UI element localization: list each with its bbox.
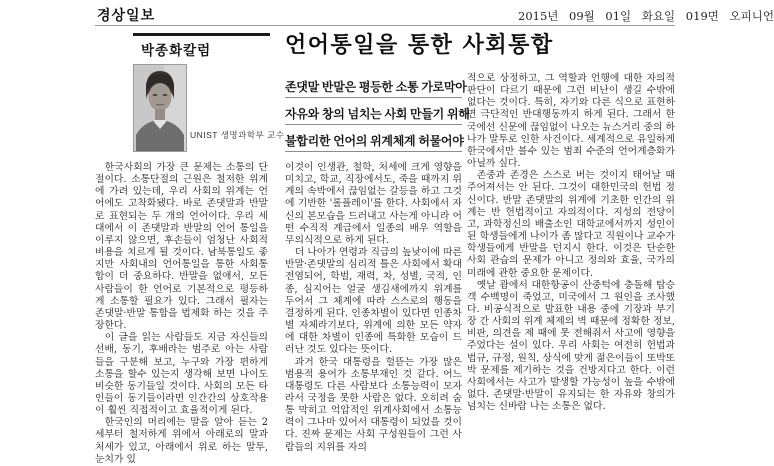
pull-quote: 존댓말 반말은 평등한 소통 가로막아	[285, 71, 462, 98]
article-paragraph: 더 나아가 연령과 직급의 높낮이에 따른 반말·존댓말의 심리적 틀은 사회에서 확대 전염되어, 학벌, 재력, 차, 성별, 국적, 인종, 심지어는 얼굴 생김새에까지 위계를 두어서 그 체계에 따라 스스로의 행동을 결정하게 된다. 인종차별이 있다면 인종차별 자체라기보다, 위계에 의한 모든 약자에 대한 차별이 인종에 특화한 모습이 드러난 것도 있다는 뜻이다.	[285, 247, 462, 356]
edition-dateline: 2015년 09월 01일 화요일 019면 오피니언	[518, 9, 774, 23]
pull-quote: 자유와 창의 넘치는 사회 만들기 위해	[285, 98, 462, 125]
header-divider	[95, 25, 675, 26]
article-paragraph: 존중과 존경은 스스로 버는 것이지 태어날 때 주어져서는 안 된다. 그것이 대한민국의 헌법 정신이다. 반말 존댓말의 위계에 기초한 인간의 위계는 반 헌법적이고 자의적이다. 지성의 전당이고, 과학정신의 배출소인 대학교에서까지 성인이 된 학생들에게 나이가 좀 많다고 직원이나 교수가 학생들에게 반말을 던지시 한다. 이것은 단순한 사회 관습의 문제가 아니고 정의와 효율, 국가의 미래에 관한 중요한 문제이다.	[467, 170, 675, 279]
columnist-photo	[133, 64, 187, 152]
column-series-title: 박종화칼럼	[141, 43, 212, 58]
article-paragraph: 이것이 인생관, 철학, 처세에 크게 영향을 미치고, 학교, 직장에서도, 죽을 때까지 위계의 속박에서 끊임없는 갈등을 하고 그것에 기반한 '롤플레이'를 한다. 사회에서 자신의 본모습을 드러내고 사는게 아니라 어떤 수직적 계급에서 일종의 배우 역할을 무의식적으로 하게 된다.	[285, 162, 462, 246]
column-header-bar	[133, 33, 270, 36]
article-headline: 언어통일을 통한 사회통합	[285, 32, 554, 58]
article-column-1	[95, 162, 268, 465]
article-paragraph: 옛날 괌에서 대한항공이 산중턱에 충돌해 탑승객 수백명이 죽었고, 미국에서 그 원인을 조사했다. 비공식적으로 발표한 내용 중에 기장과 부기장 간 사회의 위계 체제의 벽 때문에 정확한 정보, 비판, 의견을 제 때에 못 전해줘서 사고에 영향을 주었다는 설이 있다. 우리 사회는 여전히 헌법과 법규, 규정, 원칙, 상식에 맞게 젊은이들이 또박또박 문제를 제기하는 것을 건방지다고 한다. 이런 사회에서는 사고가 발생할 가능성이 높을 수밖에 없다. 존댓말·반말이 유지되는 한 자유와 창의가 넘치는 신바람 나는 소통은 없다.	[467, 279, 675, 413]
portrait-photo-icon	[134, 65, 186, 151]
article-column-3	[467, 73, 675, 420]
article-paragraph: 한국인의 머리에는 말을 알아 듣는 2세부터 철저하게 위에서 아래로의 말과 처세가 있고, 아래에서 위로 하는 말투, 눈치가 있	[95, 417, 268, 465]
newspaper-name: 경상일보	[97, 7, 156, 23]
article-paragraph: 이 글을 읽는 사람들도 지금 자신들의 선배, 동기, 후배라는 범주로 아는 사람들을 구분해 보고, 누구와 가장 편하게 소통을 할수 있는지 생각해 보면 나이도 비슷한 동기들일 것이다. 사회의 모든 타인들이 동기들이라면 인간간의 상호작용이 훨씬 직접적이고 효율적이게 된다.	[95, 332, 268, 417]
pull-quote: 불합리한 언어의 위계체계 허물어야	[285, 125, 462, 152]
pull-quotes	[285, 71, 470, 152]
photo-caption: UNIST 생명과학부 교수	[190, 130, 285, 140]
article-column-2	[285, 162, 462, 453]
article-paragraph: 과거 한국 대통령을 헐뜯는 가장 많은 범용적 용어가 소통부재인 것 같다. 어느 대통령도 다른 사람보다 소통능력이 모자라서 국정을 못한 사람은 없다. 오히려 숨통 막히고 억압적인 위계사회에서 소통능력이 그나마 있어서 대통령이 되었을 것이다. 진짜 문제는 사회 구성원들이 그런 사람들의 지위를 자의	[285, 356, 462, 453]
article-paragraph: 한국사회의 가장 큰 문제는 소통의 단절이다. 소통단절의 근원은 철저한 위계에 가려 있는데, 우리 사회의 위계는 언어에도 고착화됐다. 바로 존댓말과 반말로 표현되는 두 개의 언어이다. 우리 세대에서 이 존댓말과 반말의 언어 통일을 이루지 않으면, 후손들이 엄청난 사회적 비용을 치르게 될 것이다. 남북통일도 좋지만 사회내의 언어통일을 통한 사회통합이 더 중요하다. 반말을 없애서, 모든 사람들이 한 언어로 기본적으로 평등하게 소통할 필요가 있다. 그래서 필자는 존댓말·반말 통합을 법제화 하는 것을 주장한다.	[95, 162, 268, 332]
article-paragraph: 적으로 상정하고, 그 역할과 언행에 대한 자의적 판단이 다르기 때문에 그런 비난이 생길 수밖에 없다는 것이다. 특히, 자기와 다른 식으로 표현하면 극단적인 반대행동까지 하게 된다. 그래서 한국에선 신문에 끊임없이 나오는 뉴스거리 중의 하나가 말투로 인한 사건이다. 세계적으로 유일하게 한국에서만 볼수 있는 범죄 수준의 언어계층화가 아닐까 싶다.	[467, 73, 675, 170]
